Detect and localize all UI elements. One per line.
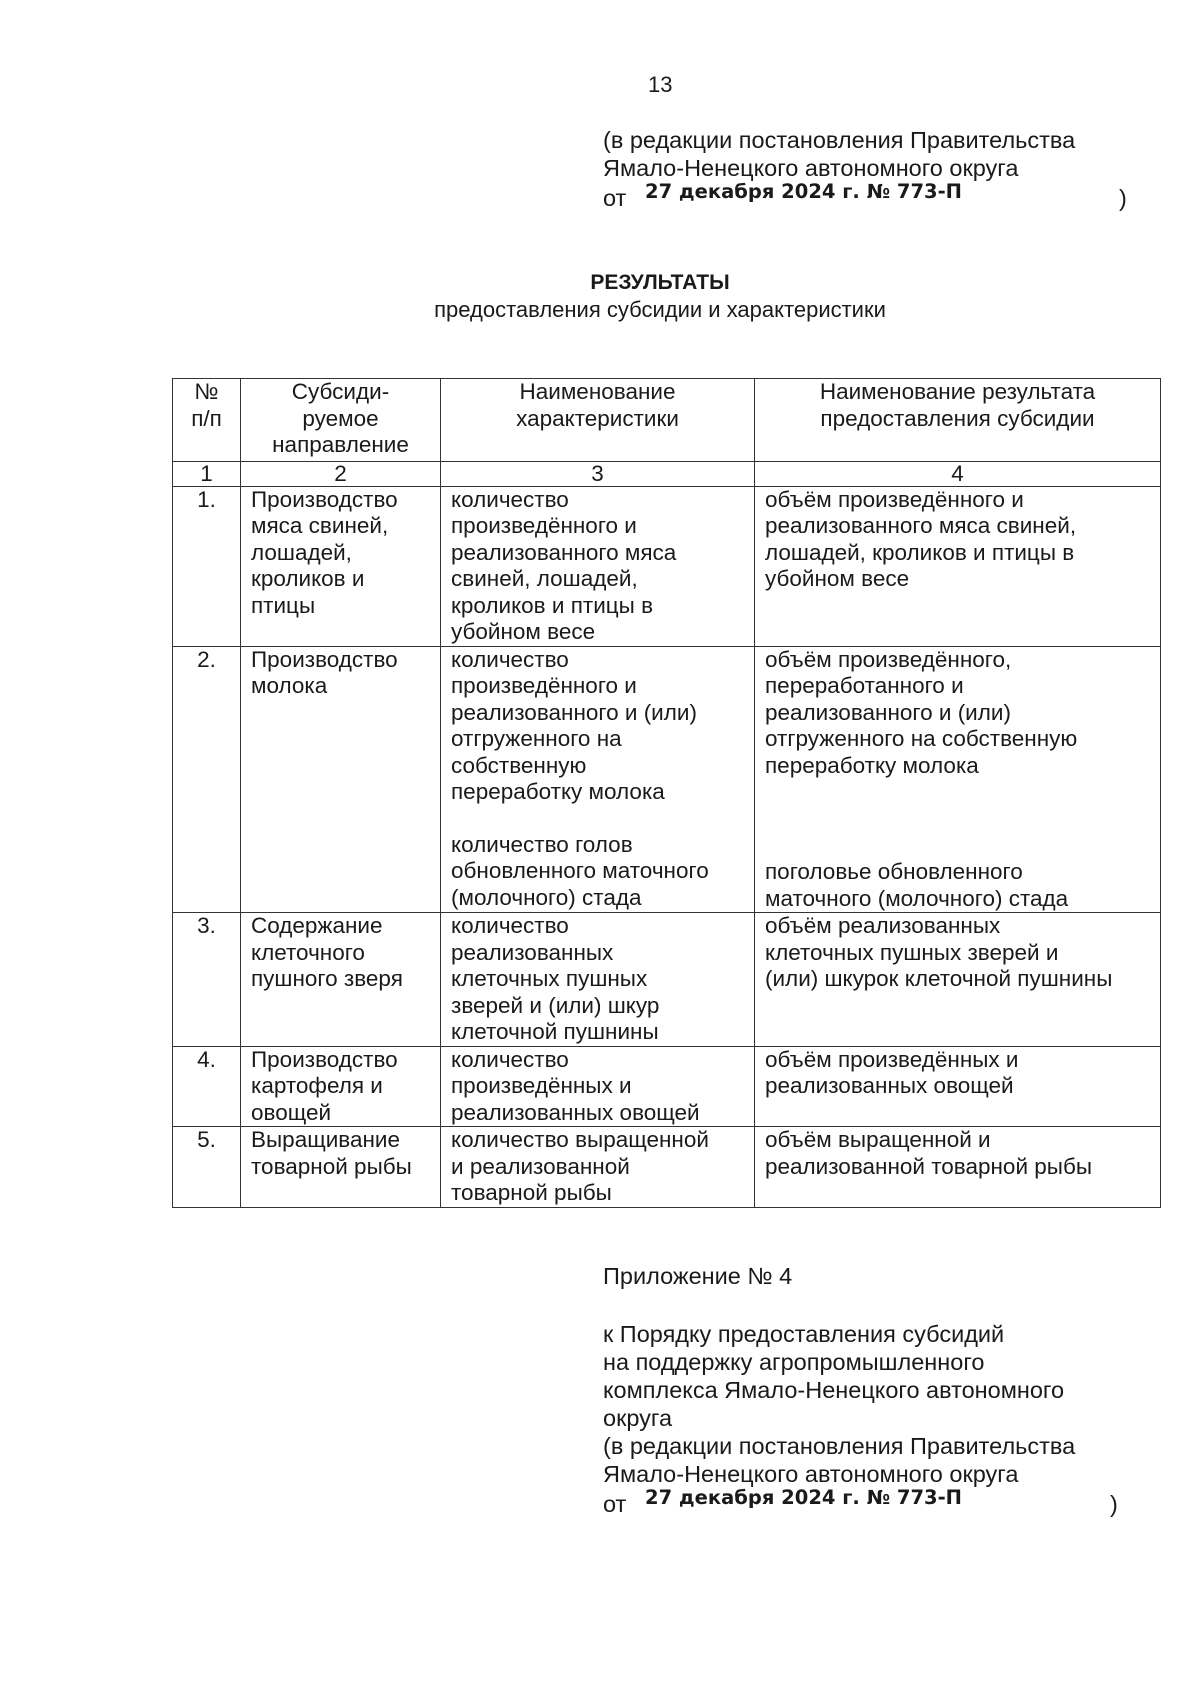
closing-parenthesis: ) [1119, 185, 1127, 211]
column-number: 4 [755, 461, 1161, 486]
column-number: 2 [241, 461, 441, 486]
header-number: № п/п [173, 379, 241, 462]
result-name: объём произведённого, переработанного и реализованного и (или) отгруженного на собственную переработку молока поголовье обновленного маточного (молочного) стада [755, 646, 1161, 913]
table-header-row [173, 379, 1161, 462]
characteristic-name: количество произведённых и реализованных овощей [441, 1046, 755, 1127]
characteristic-name: количество реализованных клеточных пушных зверей и (или) шкур клеточной пушнины [441, 913, 755, 1047]
header-direction: Субсиди- руемое направление [241, 379, 441, 462]
table-row [173, 913, 1161, 1047]
paragraph-gap [451, 806, 744, 832]
table-row [173, 1127, 1161, 1208]
appendix-reference [603, 1320, 1143, 1432]
results-table [172, 378, 1161, 1208]
appendix-line: к Порядку предоставления субсидий [603, 1321, 1005, 1347]
page-number: 13 [648, 72, 673, 97]
edit-note-date-line [603, 180, 1127, 211]
appendix-line: округа [603, 1405, 673, 1431]
characteristic-name: количество произведённого и реализованного мяса свиней, лошадей, кроликов и птицы в убойном весе [441, 486, 755, 646]
result-name: объём произведённых и реализованных овощей [755, 1046, 1161, 1127]
edit-note-line: Ямало-Ненецкого автономного округа [603, 155, 1019, 181]
edit-note-line: (в редакции постановления Правительства [603, 127, 1076, 153]
subsidy-direction: Производство мяса свиней, лошадей, кроликов и птицы [241, 486, 441, 646]
resolution-date: 27 декабря 2024 г. № 773-П [645, 1486, 962, 1509]
resolution-date: 27 декабря 2024 г. № 773-П [645, 180, 962, 203]
result-name: объём выращенной и реализованной товарной рыбы [755, 1127, 1161, 1208]
header-characteristic: Наименование характеристики [441, 379, 755, 462]
edit-note-date-line [603, 1488, 1123, 1516]
characteristic-name: количество выращенной и реализованной товарной рыбы [441, 1127, 755, 1208]
edit-note-bottom [603, 1432, 1123, 1516]
column-number: 3 [441, 461, 755, 486]
result-name: объём произведённого и реализованного мяса свиней, лошадей, кроликов и птицы в убойном весе [755, 486, 1161, 646]
row-number: 5. [173, 1127, 241, 1208]
edit-note-top [603, 126, 1127, 211]
appendix-line: комплекса Ямало-Ненецкого автономного [603, 1377, 1065, 1403]
edit-note-line: Ямало-Ненецкого автономного округа [603, 1461, 1019, 1487]
table-row [173, 1046, 1161, 1127]
date-prefix: от [603, 1491, 627, 1517]
row-number: 3. [173, 913, 241, 1047]
row-number: 2. [173, 646, 241, 913]
edit-note-line: (в редакции постановления Правительства [603, 1433, 1076, 1459]
appendix-title: Приложение № 4 [603, 1263, 793, 1289]
characteristic-name: количество произведённого и реализованного и (или) отгруженного на собственную переработку молока количество голов обновленного маточного (молочного) стада [441, 646, 755, 913]
column-number: 1 [173, 461, 241, 486]
document-subtitle: предоставления субсидии и характеристики [434, 297, 886, 322]
table-row [173, 486, 1161, 646]
row-number: 4. [173, 1046, 241, 1127]
paragraph-gap [765, 779, 1150, 859]
result-name: объём реализованных клеточных пушных зверей и (или) шкурок клеточной пушнины [755, 913, 1161, 1047]
subsidy-direction: Производство молока [241, 646, 441, 913]
date-prefix: от [603, 185, 627, 211]
closing-parenthesis: ) [1110, 1491, 1118, 1517]
subsidy-direction: Содержание клеточного пушного зверя [241, 913, 441, 1047]
table-row [173, 646, 1161, 913]
appendix-line: на поддержку агропромышленного [603, 1349, 985, 1375]
document-title: РЕЗУЛЬТАТЫ [590, 271, 730, 294]
subsidy-direction: Производство картофеля и овощей [241, 1046, 441, 1127]
column-number-row [173, 461, 1161, 486]
row-number: 1. [173, 486, 241, 646]
subsidy-direction: Выращивание товарной рыбы [241, 1127, 441, 1208]
header-result: Наименование результата предоставления субсидии [755, 379, 1161, 462]
